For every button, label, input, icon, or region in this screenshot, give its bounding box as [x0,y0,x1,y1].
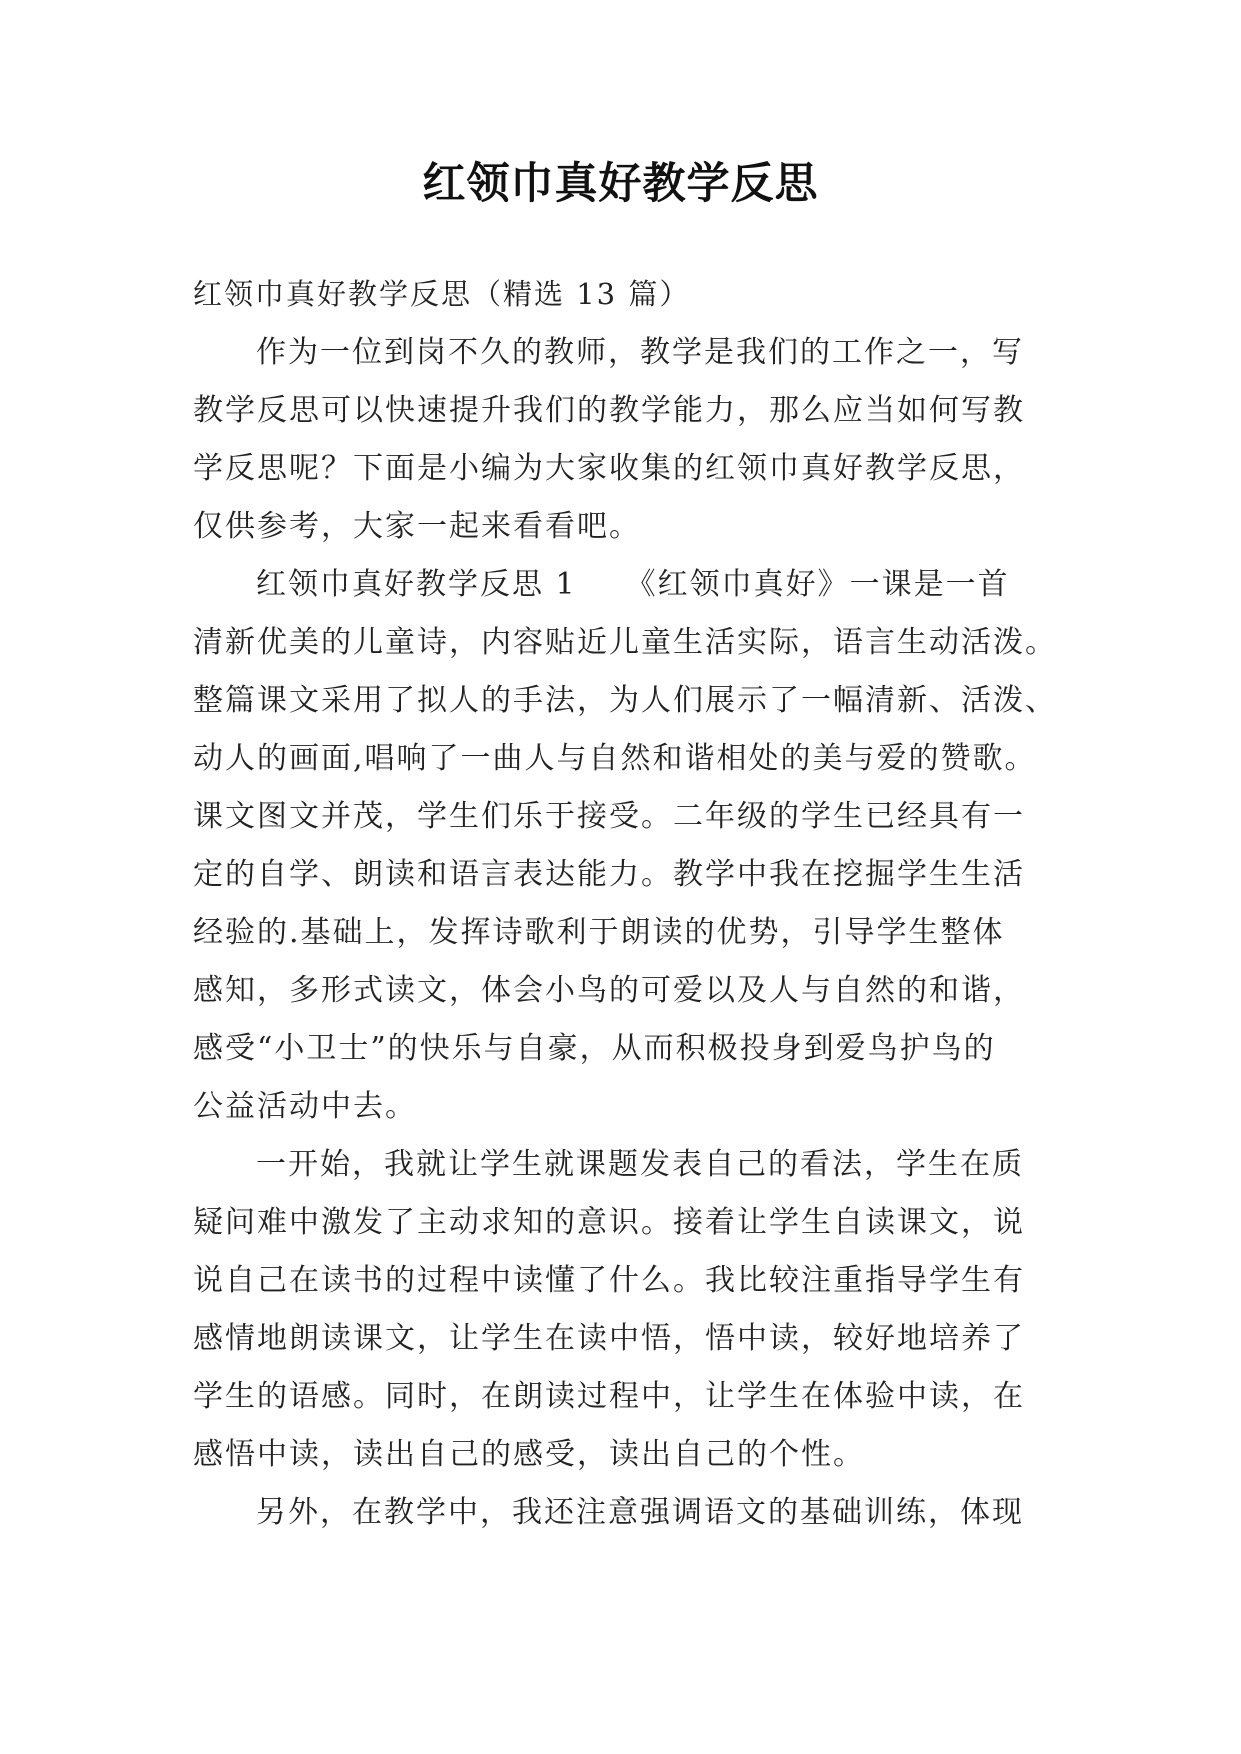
paragraph-line: 课文图文并茂，学生们乐于接受。二年级的学生已经具有一 [193,799,1025,834]
subtitle-line: 红领巾真好教学反思（精选 13 篇） [193,277,691,311]
paragraph-line: 感受“小卫士”的快乐与自豪，从而积极投身到爱鸟护鸟的 [193,1031,996,1066]
paragraph-line: 清新优美的儿童诗，内容贴近儿童生活实际，语言生动活泼。 [193,625,1057,660]
paragraph-line: 仅供参考，大家一起来看看吧。 [193,509,641,544]
paragraph-line: 经验的.基础上，发挥诗歌利于朗读的优势，引导学生整体 [193,915,1005,950]
paragraph-line: 感知，多形式读文，体会小鸟的可爱以及人与自然的和谐， [193,973,1025,1008]
paragraph-line: 作为一位到岗不久的教师，教学是我们的工作之一，写 [256,335,1024,370]
paragraph-line: 疑问难中激发了主动求知的意识。接着让学生自读课文，说 [193,1205,1025,1240]
document-title: 红领巾真好教学反思 [422,159,819,209]
paragraph-line: 另外，在教学中，我还注意强调语文的基础训练，体现 [256,1495,1024,1530]
document-body [193,264,1063,1542]
paragraph-line: 感情地朗读课文，让学生在读中悟，悟中读，较好地培养了 [193,1321,1025,1356]
paragraph-line: 动人的画面,唱响了一曲人与自然和谐相处的美与爱的赞歌。 [193,741,1037,776]
paragraph-line: 定的自学、朗读和语言表达能力。教学中我在挖掘学生生活 [193,857,1025,892]
paragraph-line: 公益活动中去。 [193,1089,417,1124]
paragraph-line: 教学反思可以快速提升我们的教学能力，那么应当如何写教 [193,393,1025,428]
paragraph-line: 学反思呢？下面是小编为大家收集的红领巾真好教学反思， [193,451,1025,486]
paragraph-line: 说自己在读书的过程中读懂了什么。我比较注重指导学生有 [193,1263,1025,1298]
paragraph-line: 红领巾真好教学反思 1 《红领巾真好》一课是一首 [256,567,1010,602]
paragraph-line: 整篇课文采用了拟人的手法，为人们展示了一幅清新、活泼、 [193,683,1057,718]
paragraph-line: 一开始，我就让学生就课题发表自己的看法，学生在质 [256,1147,1024,1182]
paragraph-line: 学生的语感。同时，在朗读过程中，让学生在体验中读，在 [193,1379,1025,1414]
paragraph-line: 感悟中读，读出自己的感受，读出自己的个性。 [193,1437,865,1472]
